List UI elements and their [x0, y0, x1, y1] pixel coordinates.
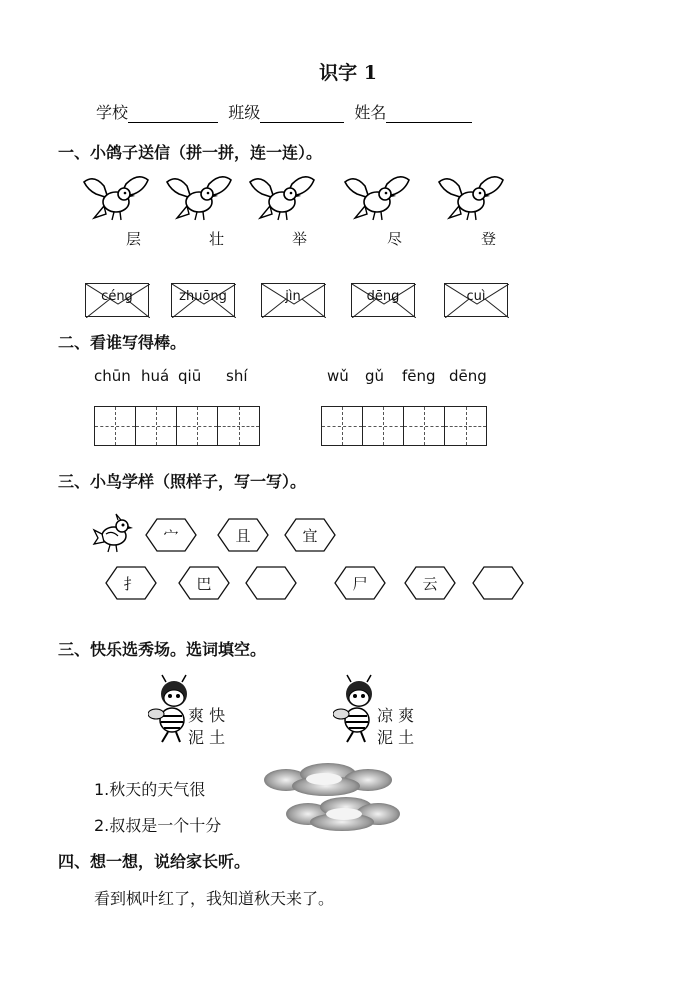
bee1-word-2: 泥 土	[188, 728, 226, 747]
bird-char: 层	[126, 230, 142, 248]
hex-char: 且	[235, 526, 251, 545]
grid-cell[interactable]	[363, 407, 404, 445]
hex-box[interactable]	[145, 518, 197, 552]
dove-icon	[435, 172, 507, 228]
writing-grid-1[interactable]	[94, 406, 260, 446]
hex-char	[472, 566, 524, 600]
dove-icon	[80, 172, 152, 228]
section2-heading: 二、看谁写得棒。	[58, 333, 187, 352]
envelope-icon[interactable]	[444, 283, 508, 317]
hex-char: 云	[422, 574, 438, 593]
name-label: 姓名	[354, 103, 387, 122]
hex-char: 扌	[123, 574, 139, 593]
section5-heading: 四、想一想，说给家长听。	[58, 852, 251, 871]
class-blank[interactable]	[260, 106, 344, 123]
pinyin-syllable: wǔ	[327, 367, 349, 385]
bird-item[interactable]	[341, 172, 417, 252]
envelope-pinyin: céng	[101, 289, 133, 304]
bee-group-1	[148, 674, 238, 747]
sentence-1: 1.秋天的天气很	[94, 780, 206, 799]
bee-group-2	[333, 674, 423, 747]
hex-box[interactable]	[334, 566, 386, 600]
pinyin-syllable: shí	[226, 367, 248, 385]
hex-char: 宀	[163, 526, 179, 545]
grid-cell[interactable]	[136, 407, 177, 445]
hex-box[interactable]	[105, 566, 157, 600]
envelope-icon[interactable]	[261, 283, 325, 317]
section3-heading: 三、小鸟学样（照样子，写一写）。	[58, 472, 307, 491]
hex-char	[245, 566, 297, 600]
hex-box[interactable]	[217, 518, 269, 552]
bird-item[interactable]	[80, 172, 156, 252]
flower-cloud-icon[interactable]	[258, 762, 408, 834]
school-blank[interactable]	[128, 106, 218, 123]
envelope-icon[interactable]	[85, 283, 149, 317]
bird-char: 举	[292, 230, 308, 248]
school-label: 学校	[96, 103, 129, 122]
bird-char: 壮	[209, 230, 225, 248]
writing-grid-2[interactable]	[321, 406, 487, 446]
grid-cell[interactable]	[404, 407, 445, 445]
bee1-word-1: 爽 快	[188, 706, 226, 725]
grid-cell[interactable]	[95, 407, 136, 445]
name-blank[interactable]	[386, 106, 472, 123]
dove-icon	[163, 172, 235, 228]
small-bird-icon	[92, 512, 134, 554]
bird-item[interactable]	[246, 172, 322, 252]
section4-heading: 三、快乐选秀场。选词填空。	[58, 640, 267, 659]
pinyin-syllable: chūn	[94, 367, 131, 385]
bird-item[interactable]	[435, 172, 511, 252]
pinyin-syllable: dēng	[449, 367, 487, 385]
bee2-word-2: 泥 土	[377, 728, 415, 747]
dove-icon	[341, 172, 413, 228]
hex-blank[interactable]	[472, 566, 524, 600]
bee2-word-1: 凉 爽	[377, 706, 415, 725]
grid-cell[interactable]	[445, 407, 486, 445]
hex-box[interactable]	[404, 566, 456, 600]
dove-icon	[246, 172, 318, 228]
sentence-2: 2.叔叔是一个十分	[94, 816, 222, 835]
hex-char: 巴	[196, 574, 212, 593]
grid-cell[interactable]	[322, 407, 363, 445]
envelope-icon[interactable]	[351, 283, 415, 317]
envelope-pinyin: jìn	[285, 289, 301, 304]
envelope-pinyin: zhuōng	[179, 289, 227, 304]
envelope-pinyin: cuì	[466, 289, 486, 304]
info-line	[96, 100, 472, 123]
class-label: 班级	[228, 103, 261, 122]
hex-blank[interactable]	[245, 566, 297, 600]
pinyin-syllable: huá	[141, 367, 170, 385]
hex-box[interactable]	[284, 518, 336, 552]
bird-char: 尽	[387, 230, 403, 248]
section1-heading: 一、小鸽子送信（拼一拼，连一连）。	[58, 143, 323, 162]
pinyin-syllable: qiū	[178, 367, 202, 385]
bird-item[interactable]	[163, 172, 239, 252]
pinyin-syllable: fēng	[402, 367, 436, 385]
page-title: 识字 1	[319, 62, 377, 84]
hex-box[interactable]	[178, 566, 230, 600]
envelope-pinyin: dēng	[366, 289, 400, 304]
grid-cell[interactable]	[177, 407, 218, 445]
section5-text: 看到枫叶红了，我知道秋天来了。	[94, 889, 335, 908]
hex-char: 尸	[352, 574, 368, 593]
hex-char: 宜	[302, 526, 318, 545]
grid-cell[interactable]	[218, 407, 259, 445]
envelope-icon[interactable]	[171, 283, 235, 317]
bird-char: 登	[481, 230, 497, 248]
pinyin-syllable: gǔ	[365, 367, 385, 385]
